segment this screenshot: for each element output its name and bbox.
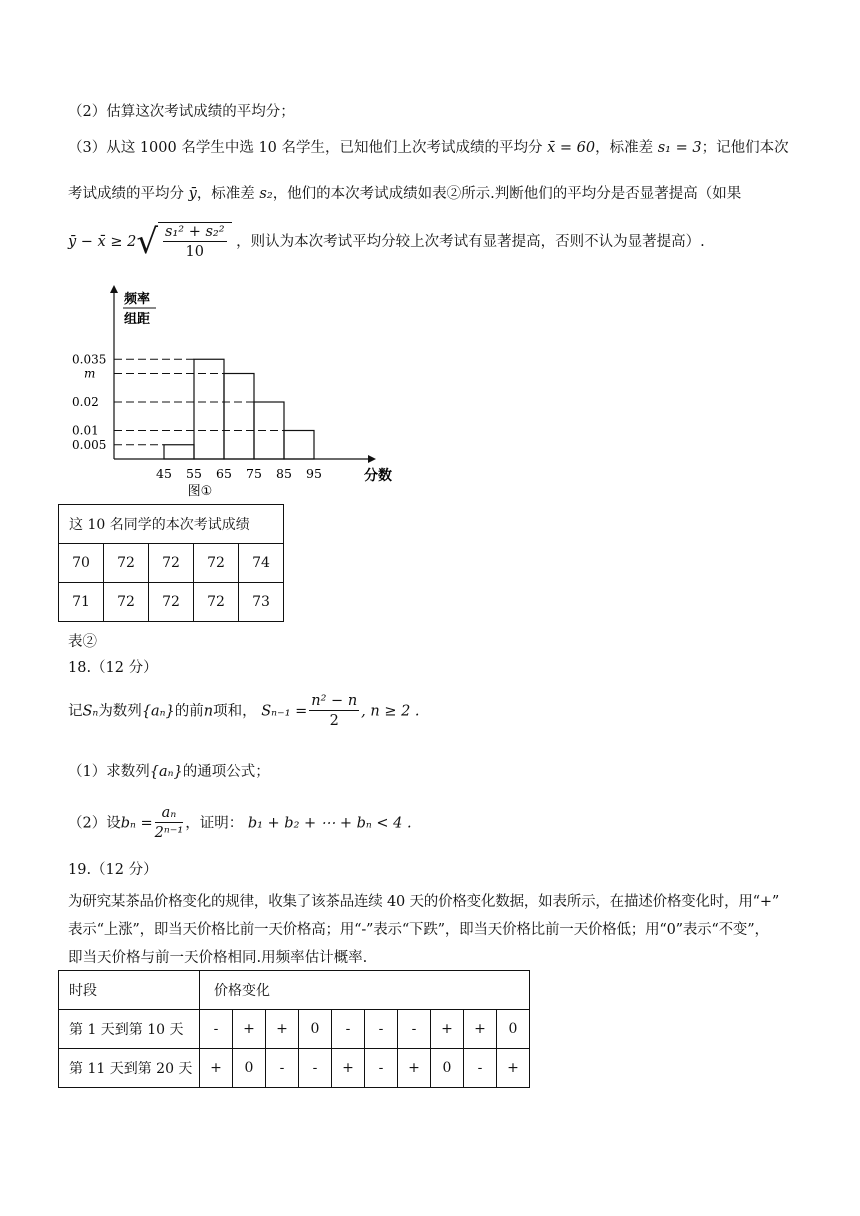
chart-title: 图①	[187, 484, 213, 498]
price-cell: -	[464, 1049, 497, 1088]
price-cell: +	[464, 1010, 497, 1049]
price-cell: +	[200, 1049, 233, 1088]
price-cell: -	[365, 1010, 398, 1049]
y-label-bottom: 组距	[124, 312, 151, 327]
price-row-label: 第 1 天到第 10 天	[59, 1010, 200, 1049]
price-cell: +	[332, 1049, 365, 1088]
score-cell: 72	[104, 583, 149, 622]
y-axis-arrow	[110, 285, 118, 293]
y-tick-label: m	[84, 366, 96, 381]
q18-intro-a: 记	[68, 703, 83, 720]
x-tick-label: 85	[276, 466, 292, 481]
q17-line2-text-b: ，标准差	[196, 186, 255, 202]
histogram-bar	[284, 431, 314, 460]
price-table	[58, 970, 530, 1088]
q17-line2-text-a: 考试成绩的平均分	[68, 186, 184, 202]
score-table-caption: 表②	[68, 634, 97, 650]
price-cell: -	[398, 1010, 431, 1049]
q17-part2: （2）估算这次考试成绩的平均分；	[68, 104, 295, 120]
q19-text-2: 表示“上涨”，即当天价格比前一天价格高；用“-”表示“下跌”，即当天价格比前一天价格低；用“0”表示“不变”，	[68, 922, 769, 938]
sum-inequality: b₁ + b₂ + ⋯ + bₙ < 4 .	[247, 815, 412, 832]
q17-condition-line	[68, 222, 705, 262]
price-head-period: 时段	[59, 971, 200, 1010]
score-cell: 72	[194, 583, 239, 622]
sqrt-sign: √	[136, 222, 159, 262]
y-tick-label: 0.02	[72, 395, 99, 409]
score-table-title: 这 10 名同学的本次考试成绩	[59, 505, 284, 544]
xbar-equation: x̄ = 60	[547, 140, 596, 156]
q18-header: 18.（12 分）	[68, 660, 158, 676]
condition-numerator: s₁² + s₂²	[165, 224, 225, 240]
eq-condition: , n ≥ 2 .	[361, 703, 420, 720]
price-row-label: 第 11 天到第 20 天	[59, 1049, 200, 1088]
price-cell: 0	[299, 1010, 332, 1049]
eq-denominator: 2	[329, 713, 339, 729]
q18-intro	[68, 692, 420, 731]
q17-condition-text: ，则认为本次考试平均分较上次考试有显著提高，否则不认为显著提高）.	[236, 234, 705, 250]
price-cell: +	[431, 1010, 464, 1049]
price-cell: 0	[497, 1010, 530, 1049]
score-cell: 72	[194, 544, 239, 583]
s1-equation: s₁ = 3	[657, 140, 702, 156]
q17-line2-text-c: ，他们的本次考试成绩如表②所示.判断他们的平均分是否显著提高（如果	[272, 186, 742, 202]
q17-part3-text-b: ，标准差	[595, 140, 654, 156]
x-axis-arrow	[368, 455, 376, 463]
q19-text-3: 即当天价格与前一天价格相同.用频率估计概率.	[68, 950, 368, 966]
histogram-bar	[224, 374, 254, 460]
price-cell: -	[266, 1049, 299, 1088]
y-label-top: 频率	[124, 292, 151, 307]
ybar-symbol: ȳ	[188, 186, 197, 202]
q18-part2-b: ，证明：	[185, 815, 244, 832]
score-cell: 74	[239, 544, 284, 583]
histogram-bar	[164, 445, 194, 459]
q19-header: 19.（12 分）	[68, 862, 158, 878]
y-tick-label: 0.035	[72, 352, 107, 367]
q17-part3-line2	[68, 182, 741, 203]
n-symbol: n	[203, 703, 214, 720]
price-cell: -	[365, 1049, 398, 1088]
score-cell: 72	[104, 544, 149, 583]
x-tick-label: 55	[186, 466, 202, 481]
price-cell: 0	[431, 1049, 464, 1088]
q19-text-1: 为研究某茶品价格变化的规律，收集了该茶品连续 40 天的价格变化数据，如表所示，在描述价格变化时，用“+”	[68, 894, 780, 910]
q18-intro-b: 为数列	[98, 703, 142, 720]
x-tick-label: 75	[246, 466, 262, 481]
price-cell: -	[332, 1010, 365, 1049]
q18-part2-a: （2）设	[68, 815, 121, 832]
price-cell: -	[200, 1010, 233, 1049]
bn-lhs: bₙ =	[120, 815, 153, 832]
condition-lhs: ȳ − x̄ ≥ 2	[68, 234, 137, 250]
q18-part1	[68, 760, 270, 781]
score-cell: 72	[149, 544, 194, 583]
q18-intro-d: 项和，	[213, 703, 257, 720]
s-n-minus-1: Sₙ₋₁ =	[261, 703, 308, 720]
score-cell: 73	[239, 583, 284, 622]
x-tick-label: 95	[306, 466, 322, 481]
condition-denominator: 10	[185, 244, 204, 260]
price-cell: -	[299, 1049, 332, 1088]
score-table	[58, 504, 284, 622]
q18-part1-b: 的通项公式；	[182, 764, 270, 780]
x-tick-label: 45	[156, 466, 172, 481]
price-cell: +	[266, 1010, 299, 1049]
sqrt-radicand	[158, 222, 232, 262]
price-cell: +	[398, 1049, 431, 1088]
x-axis-label: 分数	[364, 468, 392, 484]
q17-part3-line1	[68, 136, 789, 157]
price-cell: +	[497, 1049, 530, 1088]
x-tick-label: 65	[216, 466, 232, 481]
y-tick-label: 0.01	[72, 423, 99, 438]
price-cell: 0	[233, 1049, 266, 1088]
eq-numerator: n² − n	[311, 693, 358, 709]
score-cell: 72	[149, 583, 194, 622]
score-cell: 71	[59, 583, 104, 622]
histogram-chart	[68, 283, 408, 498]
y-tick-label: 0.005	[72, 437, 107, 452]
q17-part3-text-a: （3）从这 1000 名学生中选 10 名学生，已知他们上次考试成绩的平均分	[68, 140, 543, 156]
s2-symbol: s₂	[259, 186, 273, 202]
price-head-change: 价格变化	[200, 971, 530, 1010]
q18-part2	[68, 804, 412, 843]
score-cell: 70	[59, 544, 104, 583]
histogram-bar	[194, 359, 224, 459]
an-sequence: {aₙ}	[149, 764, 183, 780]
q18-intro-c: 的前	[174, 703, 204, 720]
q18-part1-a: （1）求数列	[68, 764, 150, 780]
bn-numerator: aₙ	[155, 804, 184, 823]
bn-denominator: 2ⁿ⁻¹	[154, 825, 184, 841]
an-sequence: {aₙ}	[141, 703, 175, 720]
sn-symbol: Sₙ	[82, 703, 99, 720]
price-cell: +	[233, 1010, 266, 1049]
q17-part3-text-c: ；记他们本次	[701, 140, 789, 156]
